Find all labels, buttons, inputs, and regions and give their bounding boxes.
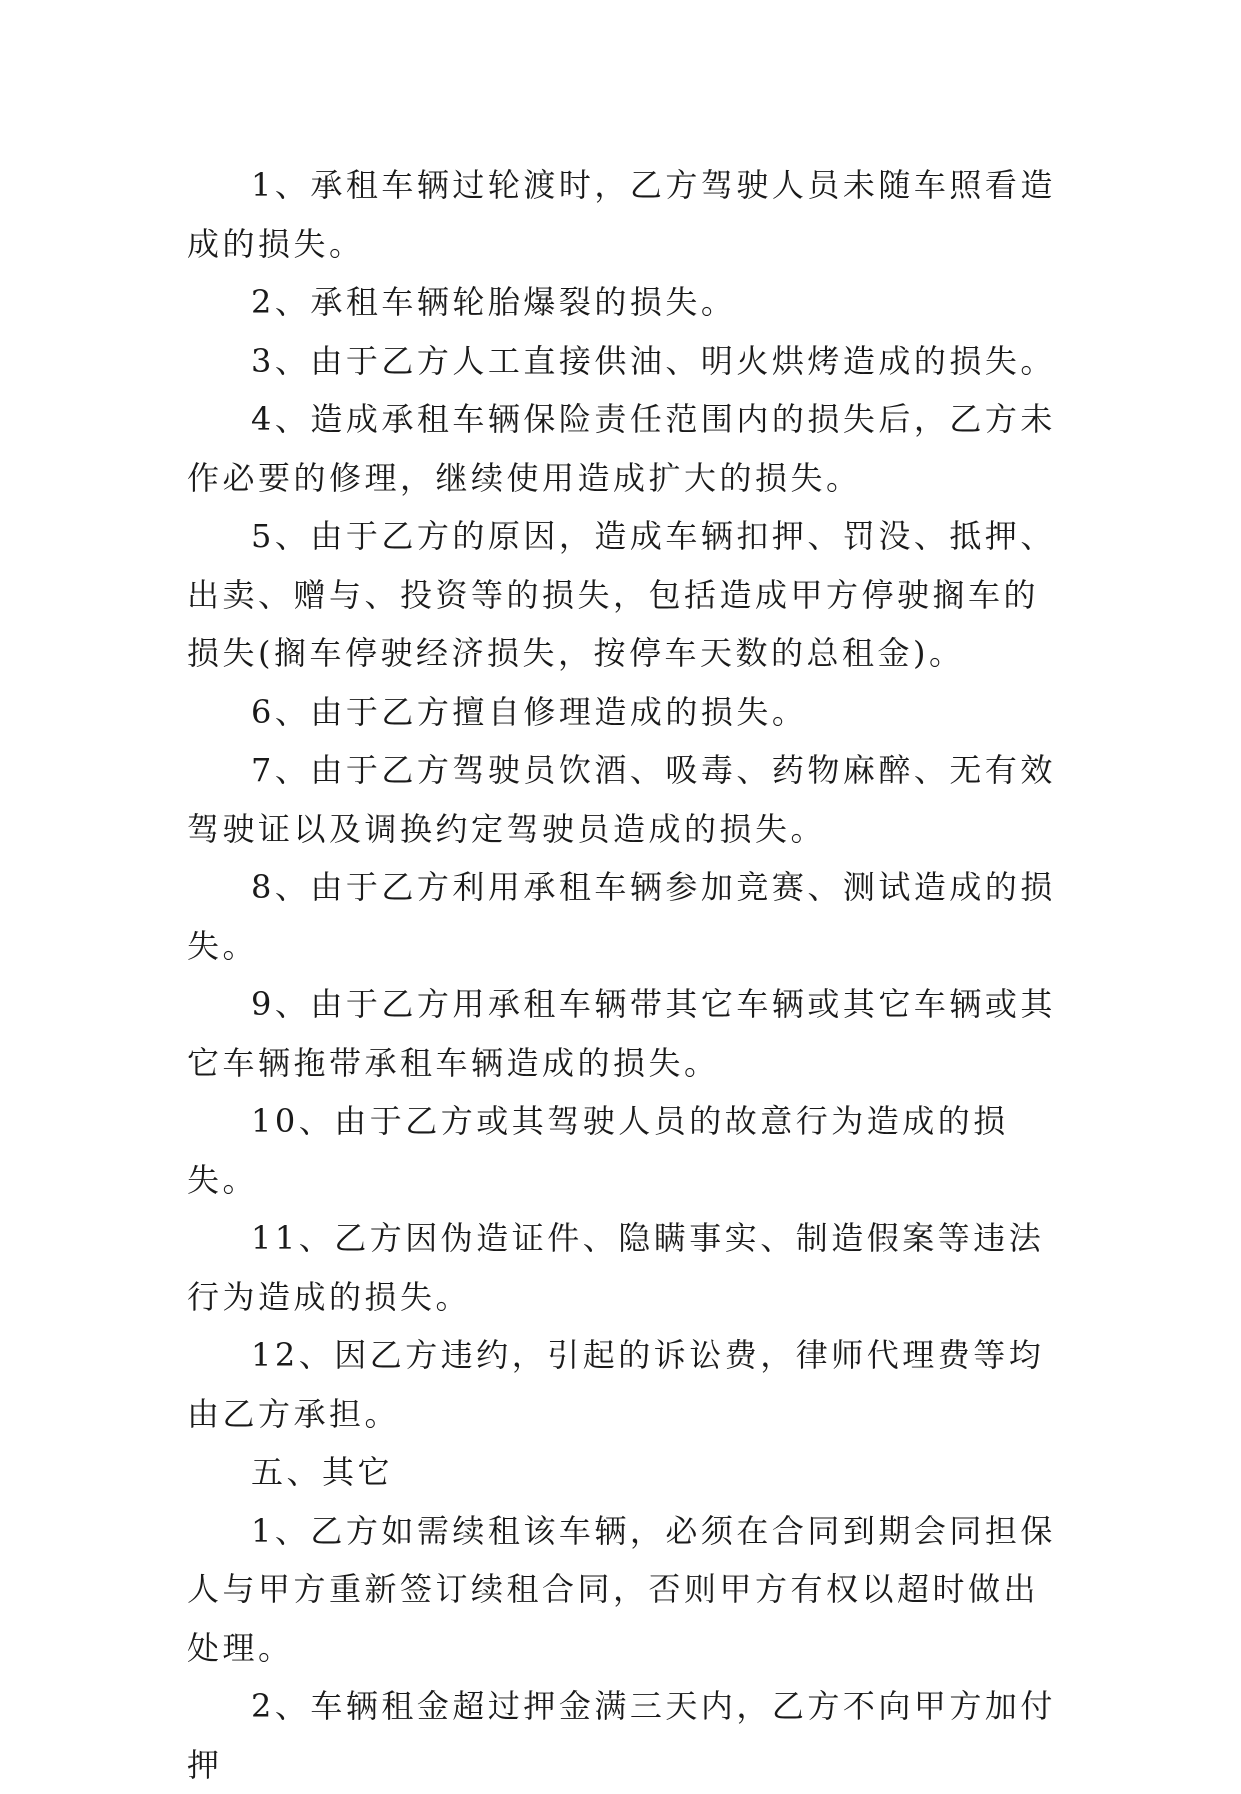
paragraph-other-1-renewal: 1、乙方如需续租该车辆，必须在合同到期会同担保人与甲方重新签订续租合同，否则甲方有权以超时做出处理。: [187, 1511, 1056, 1667]
paragraph-clause-4-repair: 4、造成承租车辆保险责任范围内的损失后，乙方未作必要的修理，继续使用造成扩大的损失。: [187, 400, 1056, 497]
paragraph-clause-2-tire: 2、承租车辆轮胎爆裂的损失。: [251, 283, 737, 321]
paragraph-clause-3-fuel: 3、由于乙方人工直接供油、明火烘烤造成的损失。: [251, 341, 1056, 380]
paragraph-clause-6-unauthorized-repair: 6、由于乙方擅自修理造成的损失。: [251, 692, 808, 731]
paragraph-clause-11-fraud: 11、乙方因伪造证件、隐瞒事实、制造假案等违法行为造成的损失。: [187, 1219, 1045, 1316]
paragraph-clause-5-seizure: 5、由于乙方的原因，造成车辆扣押、罚没、抵押、出卖、赠与、投资等的损失，包括造成甲方停驶搁车的损失(搁车停驶经济损失，按停车天数的总租金)。: [187, 517, 1056, 672]
document-body: [187, 156, 1067, 1794]
paragraph-other-2-deposit: 2、车辆租金超过押金满三天内，乙方不向甲方加付押: [187, 1687, 1056, 1784]
section-heading-other: 五、其它: [251, 1453, 394, 1491]
paragraph-clause-1-ferry: 1、承租车辆过轮渡时，乙方驾驶人员未随车照看造成的损失。: [187, 166, 1056, 263]
paragraph-clause-10-intentional: 10、由于乙方或其驾驶人员的故意行为造成的损失。: [187, 1102, 1009, 1199]
paragraph-clause-8-racing: 8、由于乙方利用承租车辆参加竞赛、测试造成的损失。: [187, 868, 1056, 965]
paragraph-clause-12-litigation: 12、因乙方违约，引起的诉讼费，律师代理费等均由乙方承担。: [187, 1336, 1045, 1433]
paragraph-clause-9-towing: 9、由于乙方用承租车辆带其它车辆或其它车辆或其它车辆拖带承租车辆造成的损失。: [187, 985, 1056, 1082]
paragraph-clause-7-driver: 7、由于乙方驾驶员饮酒、吸毒、药物麻醉、无有效驾驶证以及调换约定驾驶员造成的损失。: [187, 751, 1056, 848]
